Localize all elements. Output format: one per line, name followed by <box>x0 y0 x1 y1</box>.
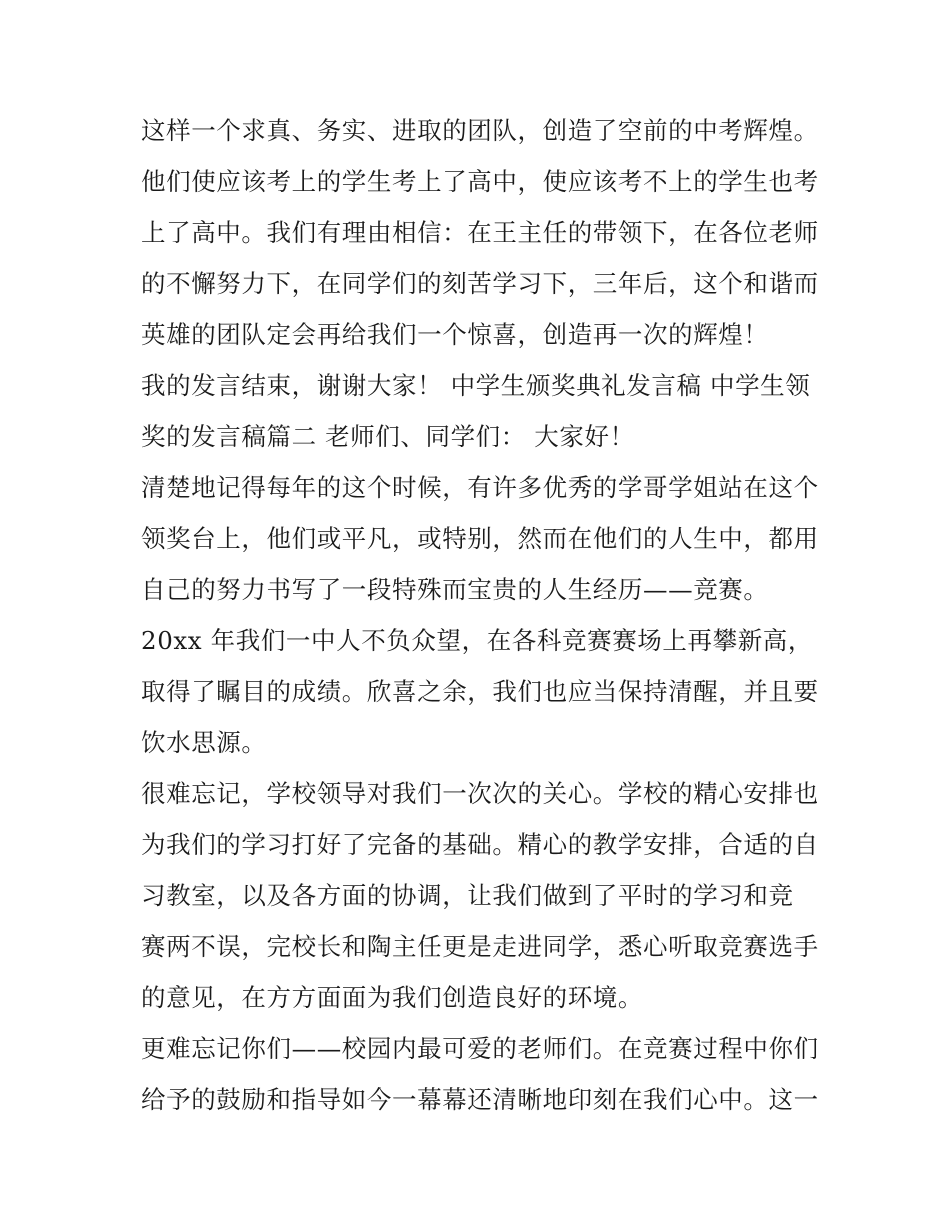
text-line: 更难忘记你们——校园内最可爱的老师们。在竞赛过程中你们 <box>141 1034 819 1063</box>
text-line: 给予的鼓励和指导如今一幕幕还清晰地印刻在我们心中。这一 <box>141 1085 819 1114</box>
text-line: 为我们的学习打好了完备的基础。精心的教学安排，合适的自 <box>141 830 819 859</box>
text-line: 清楚地记得每年的这个时候，有许多优秀的学哥学姐站在这个 <box>141 473 819 502</box>
text-line: 很难忘记，学校领导对我们一次次的关心。学校的精心安排也 <box>141 779 819 808</box>
text-line: 我的发言结束，谢谢大家！ 中学生颁奖典礼发言稿 中学生领 <box>141 371 811 400</box>
text-line: 20xx 年我们一中人不负众望，在各科竞赛赛场上再攀新高， <box>141 626 813 655</box>
text-line: 领奖台上，他们或平凡，或特别，然而在他们的人生中，都用 <box>141 524 819 553</box>
text-line: 这样一个求真、务实、进取的团队，创造了空前的中考辉煌。 <box>141 116 819 145</box>
text-line: 上了高中。我们有理由相信：在王主任的带领下，在各位老师 <box>141 218 819 247</box>
text-line: 英雄的团队定会再给我们一个惊喜，创造再一次的辉煌！ <box>141 320 769 349</box>
text-line: 赛两不误，完校长和陶主任更是走进同学，悉心听取竞赛选手 <box>141 932 819 961</box>
text-line: 他们使应该考上的学生考上了高中，使应该考不上的学生也考 <box>141 167 819 196</box>
text-line: 奖的发言稿篇二 老师们、同学们： 大家好！ <box>141 422 635 451</box>
document-body <box>141 105 821 1125</box>
text-line: 的不懈努力下，在同学们的刻苦学习下，三年后，这个和谐而 <box>141 269 819 298</box>
text-line: 习教室，以及各方面的协调，让我们做到了平时的学习和竞 <box>141 881 794 910</box>
text-line: 的意见，在方方面面为我们创造良好的环境。 <box>141 983 643 1012</box>
text-line: 取得了瞩目的成绩。欣喜之余，我们也应当保持清醒，并且要 <box>141 677 819 706</box>
text-line: 饮水思源。 <box>141 728 267 757</box>
text-line: 自己的努力书写了一段特殊而宝贵的人生经历——竞赛。 <box>141 575 769 604</box>
